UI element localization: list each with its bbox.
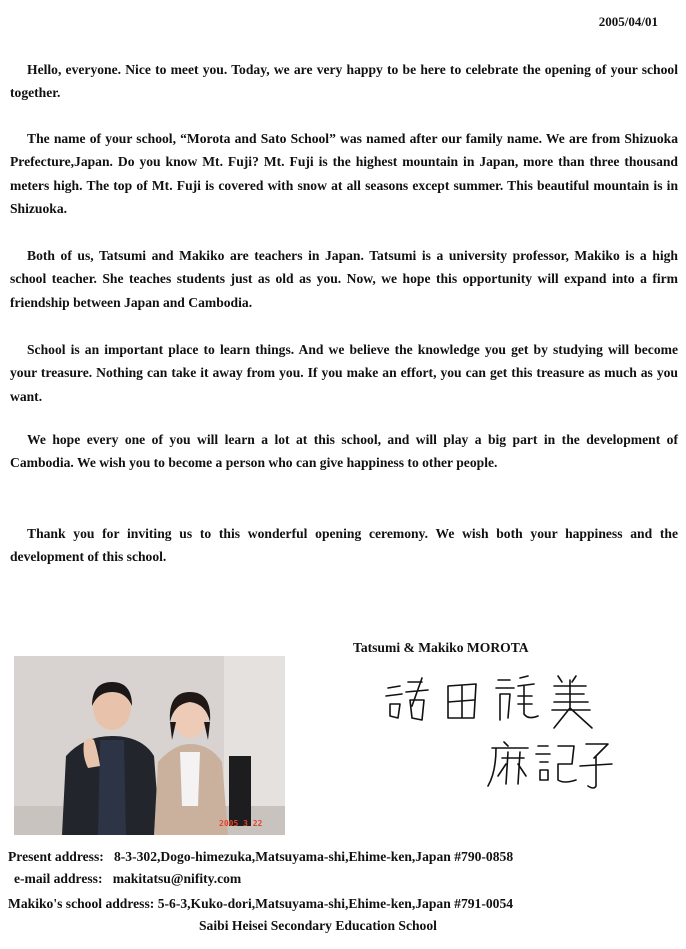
present-address-value: 8-3-302,Dogo-himezuka,Matsuyama-shi,Ehime-ken,Japan #790-0858	[113, 849, 514, 864]
present-address	[8, 849, 513, 865]
school-address	[8, 896, 513, 912]
photo-date-stamp: 2005 3 22	[219, 819, 263, 828]
paragraph-hope: We hope every one of you will learn a lot at this school, and will play a big part in the development of Cambodia. We wish you to become a person who can give happiness to other people.	[10, 432, 678, 471]
paragraph-learning: School is an important place to learn things. And we believe the knowledge you get by studying will become your treasure. Nothing can take it away from you. If you make an effort, you can get this treasure as much as you want.	[10, 342, 678, 404]
paragraph-school-name: The name of your school, “Morota and Sato School” was named after our family name. We are from Shizuoka Prefecture,Japan. Do you know Mt. Fuji? Mt. Fuji is the highest mountain in Japan, more than three thousand meters high. The top of Mt. Fuji is covered with snow at all seasons except summer. This beautiful mountain is in Shizuoka.	[10, 131, 678, 217]
school-address-label: Makiko's school address:	[8, 896, 155, 911]
paragraph-thanks: Thank you for inviting us to this wonderful opening ceremony. We wish both your happiness and the development of this school.	[10, 526, 678, 565]
signer-name: Tatsumi & Makiko MOROTA	[353, 640, 529, 655]
letter-date: 2005/04/01	[598, 14, 658, 29]
email-address-value: makitatsu@nifity.com	[112, 871, 242, 886]
couple-photo	[14, 656, 285, 835]
email-address	[14, 871, 241, 887]
handwritten-signature	[378, 668, 618, 798]
paragraph-greeting: Hello, everyone. Nice to meet you. Today, we are very happy to be here to celebrate the opening of your school together.	[10, 62, 678, 101]
email-address-label: e-mail address:	[14, 871, 103, 886]
school-name: Saibi Heisei Secondary Education School	[199, 918, 437, 933]
present-address-label: Present address:	[8, 849, 104, 864]
paragraph-teachers: Both of us, Tatsumi and Makiko are teachers in Japan. Tatsumi is a university professor, Makiko is a high school teacher. She teaches students just as old as you. Now, we hope this opportunity will expand into a firm friendship between Japan and Cambodia.	[10, 248, 678, 310]
school-address-value: 5-6-3,Kuko-dori,Matsuyama-shi,Ehime-ken,Japan #791-0054	[157, 896, 514, 911]
